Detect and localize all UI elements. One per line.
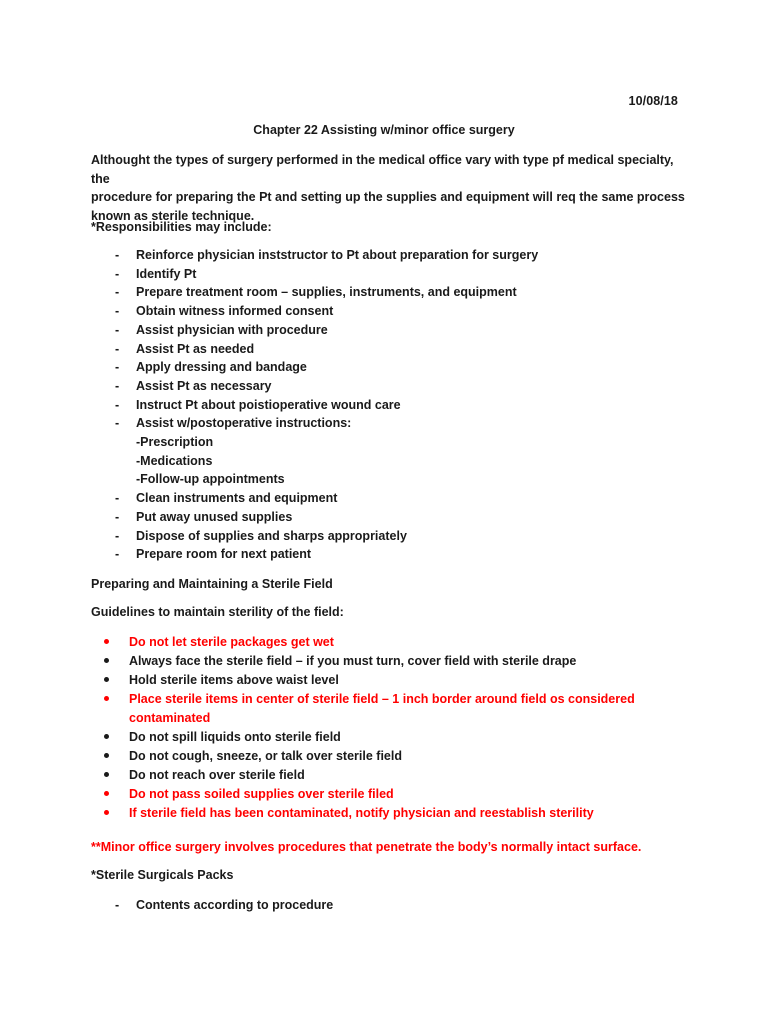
list-item [91, 358, 691, 377]
list-item [91, 246, 691, 265]
sublist-item: -Follow-up appointments [136, 472, 285, 487]
guideline-item [91, 652, 691, 671]
guideline-item [91, 804, 691, 823]
packs-list [91, 896, 691, 915]
list-item [91, 302, 691, 321]
sublist-item: -Medications [136, 453, 213, 468]
list-item [91, 489, 691, 508]
list-item-text: Put away unused supplies [136, 509, 293, 524]
list-item-text: Assist physician with procedure [136, 322, 328, 337]
document-date: 10/08/18 [628, 94, 678, 108]
guideline-item [91, 747, 691, 766]
bullet-icon [104, 734, 109, 739]
list-item-text: Prepare room for next patient [136, 547, 312, 562]
postop-sublist [136, 433, 691, 489]
list-item [91, 283, 691, 302]
guideline-item [91, 766, 691, 785]
responsibilities-heading: *Responsibilities may include: [91, 220, 272, 234]
guideline-text: Do not pass soiled supplies over sterile filed [129, 787, 394, 801]
intro-paragraph [91, 151, 691, 225]
dash-marker: - [115, 360, 120, 375]
minor-surgery-note: **Minor office surgery involves procedures that penetrate the body’s normally intact surface. [91, 840, 642, 854]
dash-marker: - [115, 898, 120, 912]
dash-marker: - [115, 285, 120, 300]
dash-marker: - [115, 416, 120, 431]
list-item [91, 545, 691, 564]
guideline-item [91, 728, 691, 747]
guideline-text: Do not cough, sneeze, or talk over sterile field [129, 749, 402, 763]
list-item [91, 265, 691, 284]
dash-marker: - [115, 248, 120, 262]
guidelines-heading: Guidelines to maintain sterility of the field: [91, 605, 344, 619]
bullet-icon [104, 677, 109, 682]
list-item [91, 340, 691, 359]
dash-marker: - [115, 528, 120, 543]
bullet-icon [104, 791, 109, 796]
sterile-field-heading: Preparing and Maintaining a Sterile Field [91, 577, 333, 591]
list-item-text: Assist w/postoperative instructions: [136, 416, 352, 431]
guideline-text: Do not spill liquids onto sterile field [129, 730, 341, 744]
intro-line: Althought the types of surgery performed in the medical office vary with type pf medical specialty, the [91, 153, 674, 186]
list-item-text: Apply dressing and bandage [136, 360, 307, 375]
intro-line: known as sterile technique. [91, 208, 255, 223]
list-item-text: Assist Pt as needed [136, 341, 255, 356]
dash-marker: - [115, 547, 120, 562]
list-item [91, 377, 691, 396]
list-item-text: Obtain witness informed consent [136, 304, 334, 319]
dash-marker: - [115, 322, 120, 337]
guideline-text: Always face the sterile field – if you must turn, cover field with sterile drape [129, 654, 577, 668]
guideline-text: If sterile field has been contaminated, notify physician and reestablish sterility [129, 806, 594, 820]
guideline-item [91, 785, 691, 804]
intro-line: procedure for preparing the Pt and setting up the supplies and equipment will req the same process [91, 190, 685, 204]
guideline-item [91, 690, 691, 728]
dash-marker: - [115, 378, 120, 393]
packs-heading: *Sterile Surgicals Packs [91, 868, 234, 882]
bullet-icon [104, 658, 109, 663]
list-item [91, 414, 691, 489]
list-item-text: Assist Pt as necessary [136, 378, 272, 393]
guideline-text: Do not let sterile packages get wet [129, 635, 334, 649]
guideline-item [91, 633, 691, 652]
bullet-icon [104, 810, 109, 815]
guideline-text: Do not reach over sterile field [129, 768, 305, 782]
bullet-icon [104, 696, 109, 701]
list-item-text: Reinforce physician inststructor to Pt about preparation for surgery [136, 248, 539, 262]
dash-marker: - [115, 397, 120, 412]
list-item-text: Dispose of supplies and sharps appropriately [136, 528, 407, 543]
list-item-text: Contents according to procedure [136, 898, 334, 912]
guidelines-list [91, 633, 691, 823]
list-item-text: Clean instruments and equipment [136, 491, 338, 506]
dash-marker: - [115, 304, 120, 319]
list-item-text: Identify Pt [136, 266, 197, 281]
dash-marker: - [115, 266, 120, 281]
list-item [91, 896, 691, 915]
guideline-item [91, 671, 691, 690]
responsibilities-list [91, 246, 691, 564]
list-item-text: Instruct Pt about poistioperative wound care [136, 397, 401, 412]
dash-marker: - [115, 491, 120, 506]
bullet-icon [104, 753, 109, 758]
bullet-icon [104, 772, 109, 777]
list-item [91, 527, 691, 546]
guideline-text: Place sterile items in center of sterile field – 1 inch border around field os considered contaminated [129, 692, 635, 725]
list-item [91, 396, 691, 415]
list-item-text: Prepare treatment room – supplies, instruments, and equipment [136, 285, 517, 300]
sublist-item: -Prescription [136, 435, 214, 450]
dash-marker: - [115, 341, 120, 356]
guideline-text: Hold sterile items above waist level [129, 673, 339, 687]
list-item [91, 321, 691, 340]
list-item [91, 508, 691, 527]
dash-marker: - [115, 509, 120, 524]
chapter-title: Chapter 22 Assisting w/minor office surgery [253, 123, 515, 137]
bullet-icon [104, 639, 109, 644]
